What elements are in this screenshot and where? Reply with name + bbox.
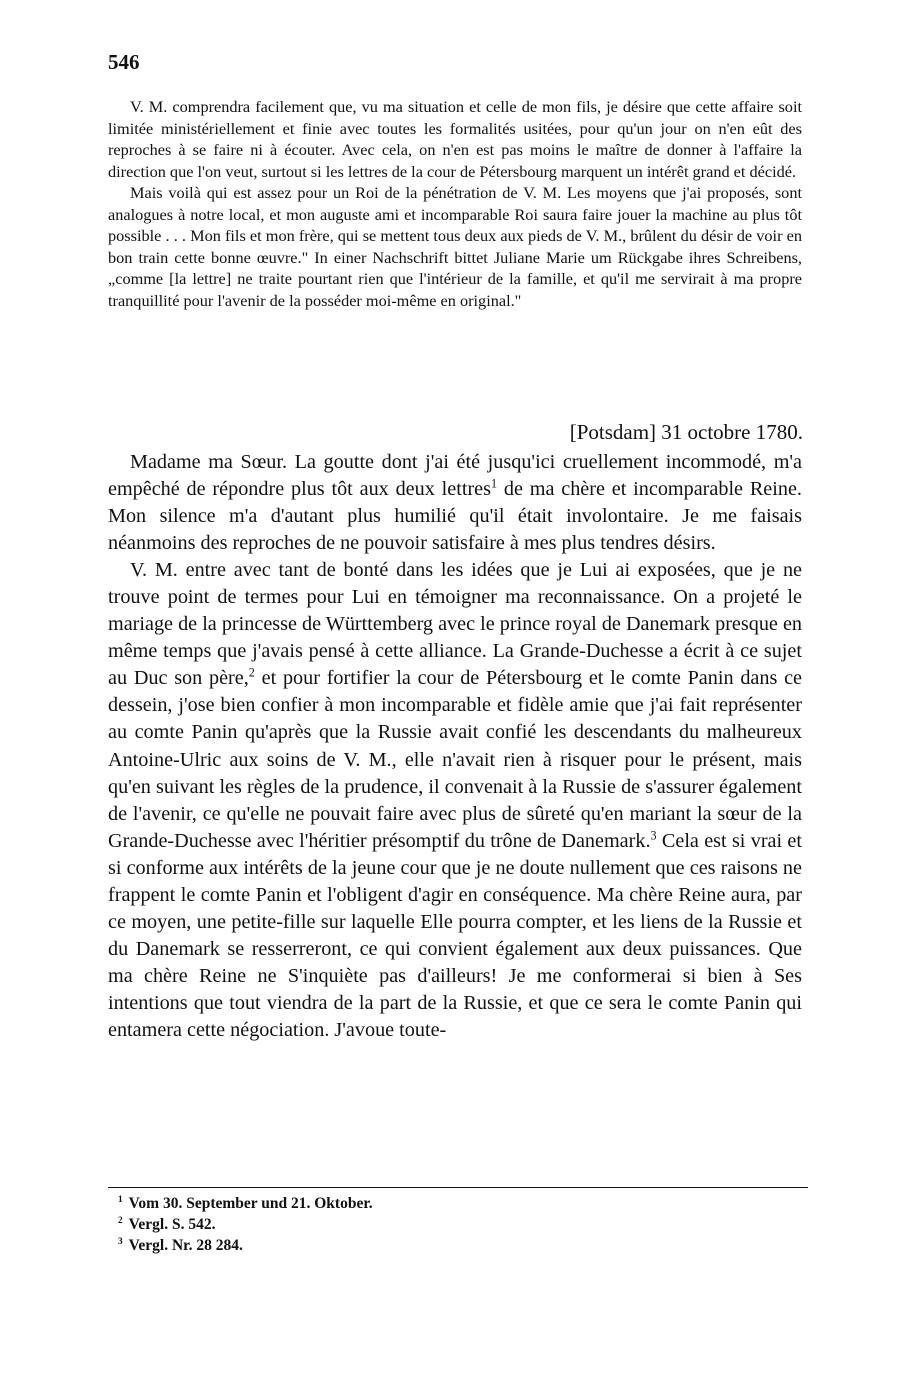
footnote-reference: 2: [248, 665, 255, 680]
page-number: 546: [108, 50, 140, 74]
preceding-text-block: [108, 96, 802, 311]
footnote-marker: 2: [118, 1215, 123, 1226]
letter-text: Madame ma Sœur. La goutte dont j'ai été jusqu'ici cruellement incommodé, m'a empêché de répondre plus tôt aux deux lettres: [108, 451, 802, 501]
letter-text: V. M. entre avec tant de bonté dans les idées que je Lui ai exposées, que je ne trouve point de termes pour Lui en témoigner ma reconnaissance. On a projeté le mariage de la princesse de Württemberg avec le prince royal de Danemark presque en même temps que j'avais pensé à cette alliance. La Grande-Duchesse a écrit à ce sujet au Duc son père,: [108, 559, 802, 690]
preceding-paragraph: Mais voilà qui est assez pour un Roi de la pénétration de V. M. Les moyens que j'ai proposés, sont analogues à notre local, et mon auguste ami et incomparable Roi saura faire jouer la machine au plus tôt possible . . . Mon fils et mon frère, qui se mettent tous deux aux pieds de V. M., brûlent du désir de voir en bon train cette bonne œuvre." In einer Nachschrift bittet Juliane Marie um Rückgabe ihres Schreibens, „comme [la lettre] ne traite pourtant rien que l'intérieur de la famille, et qu'il me servirait à ma propre tranquillité pour l'avenir de la posséder moi-même en original.": [108, 183, 802, 310]
footnote-reference: 3: [650, 827, 657, 842]
footnote-marker: 1: [118, 1194, 123, 1205]
footnote: [118, 1235, 373, 1256]
footnote-divider: [108, 1187, 808, 1188]
footnotes: [118, 1193, 373, 1256]
letter-dateline: [Potsdam] 31 octobre 1780.: [569, 420, 803, 444]
footnote-text: Vergl. Nr. 28 284.: [128, 1237, 243, 1254]
preceding-paragraph: V. M. comprendra facilement que, vu ma situation et celle de mon fils, je désire que cette affaire soit limitée ministériellement et finie avec toutes les formalités usitées, pour qu'un jour on n'en eût des reproches à se faire ni à écouter. Avec cela, on n'en est pas moins le maître de donner à l'affaire la direction que l'on veut, surtout si les lettres de la cour de Pétersbourg marquent un intérêt grand et décidé.: [108, 97, 802, 181]
letter-text: et pour fortifier la cour de Pétersbourg et le comte Panin dans ce dessein, j'ose bien confier à mon incomparable et fidèle amie que j'ai fait représenter au comte Panin qu'après que la Russie avait confié les descendants du malheureux Antoine-Ulric aux soins de V. M., elle n'avait rien à risquer pour le présent, mais qu'en suivant les règles de la prudence, il convenait à la Russie de s'assurer également de l'avenir, ce qu'elle ne pouvait faire avec plus de sûreté qu'en mariant la sœur de la Grande-Duchesse avec l'héritier présomptif du trône de Danemark.: [108, 667, 802, 852]
letter-text: de ma chère et incomparable Reine. Mon silence m'a d'autant plus humilié qu'il était involontaire. Je me faisais néanmoins des reproches de ne pouvoir satisfaire à mes plus tendres désirs.: [108, 478, 802, 555]
letter-text: Cela est si vrai et si conforme aux intérêts de la jeune cour que je ne doute nullement que ces raisons ne frappent le comte Panin et l'obligent d'agir en conséquence. Ma chère Reine aura, par ce moyen, une petite-fille sur laquelle Elle pourra compter, et les liens de la Russie et du Danemark se resserreront, ce qui convient également aux deux puissances. Que ma chère Reine ne S'inquiète pas d'ailleurs! Je me conformerai si bien à Ses intentions que tout viendra de la part de la Russie, et que ce sera le comte Panin qui entamera cette négociation. J'avoue toute-: [108, 829, 802, 1041]
letter-body: [108, 449, 802, 1044]
footnote-reference: 1: [490, 476, 498, 491]
footnote: [118, 1214, 373, 1235]
footnote-text: Vom 30. September und 21. Oktober.: [128, 1195, 373, 1212]
letter-paragraph: [108, 557, 802, 1044]
footnote: [118, 1193, 373, 1214]
footnote-marker: 3: [118, 1236, 123, 1247]
footnote-text: Vergl. S. 542.: [128, 1216, 216, 1233]
letter-paragraph: [108, 449, 802, 557]
